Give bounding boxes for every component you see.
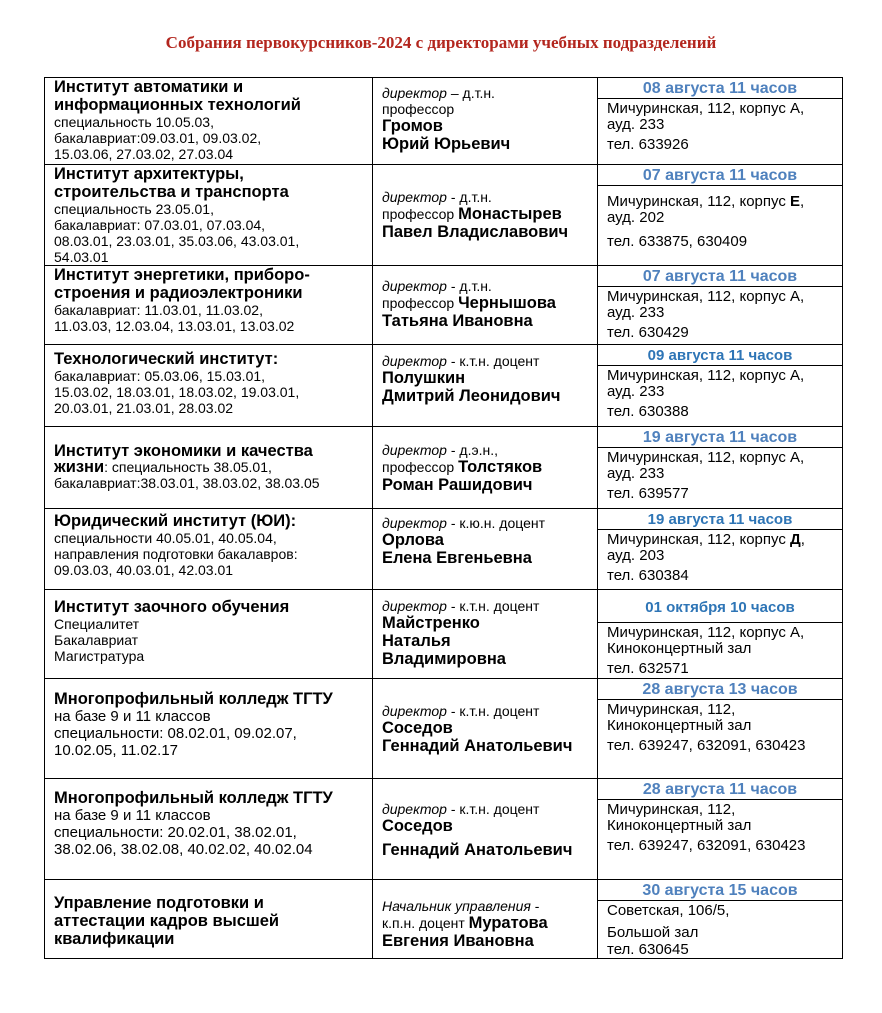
director-degree: - д.т.н.	[446, 189, 492, 205]
meeting-date: 07 августа 11 часов	[598, 165, 842, 186]
institute-detail: бакалавриат: 05.03.06, 15.03.01,	[54, 368, 266, 384]
director-cell	[373, 427, 598, 509]
meeting-address: Мичуринская, 112, корпус А, ауд. 233	[607, 449, 805, 482]
meeting-address: Большой зал	[607, 924, 699, 941]
institute-cell	[45, 779, 373, 880]
table-row	[45, 880, 843, 959]
institute-detail: 10.02.05, 11.02.17	[54, 742, 178, 759]
director-role: директор	[382, 189, 447, 205]
institute-cell	[45, 266, 373, 345]
table-row	[45, 165, 843, 266]
table-row	[45, 345, 843, 427]
director-cell	[373, 880, 598, 959]
meeting-address: Мичуринская, 112, корпус А, Киноконцертный зал	[607, 624, 805, 657]
director-degree: – д.т.н.	[446, 85, 495, 101]
meeting-date: 19 августа 11 часов	[598, 427, 842, 448]
meeting-date: 07 августа 11 часов	[598, 266, 842, 287]
director-degree: - к.т.н. доцент	[446, 801, 540, 817]
meeting-date: 30 августа 15 часов	[598, 880, 842, 901]
meeting-cell	[598, 266, 843, 345]
meeting-date: 01 октября 10 часов	[598, 590, 842, 623]
institute-cell	[45, 880, 373, 959]
institute-name: Многопрофильный колледж ТГТУ	[54, 690, 333, 708]
institute-detail: направления подготовки бакалавров:	[54, 546, 298, 562]
director-name: Громов	[382, 117, 443, 135]
institute-detail: специальности: 08.02.01, 09.02.07,	[54, 725, 297, 742]
director-name: Соседов	[382, 718, 453, 737]
meeting-address	[598, 186, 842, 226]
director-role: директор	[382, 353, 447, 369]
institute-cell	[45, 509, 373, 590]
institute-name: Юридический институт (ЮИ):	[54, 512, 297, 530]
meeting-cell	[598, 345, 843, 427]
meeting-address: Мичуринская, 112, Киноконцертный зал	[607, 801, 752, 834]
director-role: директор	[382, 442, 447, 458]
meeting-phone: тел. 639247, 632091, 630423	[607, 737, 806, 754]
director-name: Полушкин	[382, 369, 466, 387]
meeting-date: 08 августа 11 часов	[598, 78, 842, 99]
director-name: Татьяна Ивановна	[382, 312, 533, 330]
institute-detail: специальность 23.05.01,	[54, 201, 214, 217]
institute-cell	[45, 427, 373, 509]
institute-detail: специальности 40.05.01, 40.05.04,	[54, 530, 277, 546]
institute-detail: 09.03.03, 40.03.01, 42.03.01	[54, 562, 234, 578]
institute-detail: 38.02.06, 38.02.08, 40.02.02, 40.02.04	[54, 841, 313, 858]
director-name: Павел Владиславович	[382, 223, 569, 241]
address-building: Д	[790, 531, 801, 548]
meeting-cell	[598, 427, 843, 509]
meeting-cell	[598, 509, 843, 590]
director-degree: - к.т.н. доцент	[446, 598, 540, 614]
address-text: Мичуринская, 112, корпус	[607, 193, 791, 210]
institute-detail: 15.03.02, 18.03.01, 18.03.02, 19.03.01,	[54, 384, 300, 400]
address-building: Е	[790, 193, 801, 210]
meeting-address: Мичуринская, 112, Киноконцертный зал	[607, 701, 752, 734]
institute-cell	[45, 165, 373, 266]
institute-name: Управление подготовки и аттестации кадров высшей квалификации	[54, 894, 280, 948]
institute-detail: 15.03.06, 27.03.02, 27.03.04	[54, 146, 234, 162]
director-degree: - к.т.н. доцент	[446, 353, 540, 369]
director-cell	[373, 509, 598, 590]
meeting-phone: тел. 630384	[607, 567, 689, 584]
meeting-cell	[598, 679, 843, 779]
institute-cell	[45, 78, 373, 165]
director-cell	[373, 679, 598, 779]
director-degree: - к.т.н. доцент	[446, 702, 540, 719]
table-row	[45, 590, 843, 679]
institute-name: Технологический институт:	[54, 350, 279, 368]
address-text: , ауд. 203	[607, 531, 805, 564]
institute-detail: : специальность 38.05.01,	[104, 459, 272, 475]
meeting-phone: тел. 633875, 630409	[607, 233, 748, 250]
institute-detail: 54.03.01	[54, 249, 109, 265]
director-role: директор	[382, 598, 447, 614]
institute-detail: 08.03.01, 23.03.01, 35.03.06, 43.03.01,	[54, 233, 300, 249]
director-name: Владимировна	[382, 650, 506, 668]
page-title: Собрания первокурсников-2024 с директорами учебных подразделений	[165, 33, 717, 52]
director-name: Толстяков	[458, 458, 543, 476]
table-row	[45, 779, 843, 880]
institute-detail: бакалавриат:38.03.01, 38.03.02, 38.03.05	[54, 475, 320, 491]
director-degree: - к.ю.н. доцент	[446, 515, 546, 531]
director-degree: профессор	[382, 459, 459, 475]
meeting-cell	[598, 880, 843, 959]
meeting-phone: тел. 639577	[607, 485, 689, 502]
director-degree: профессор	[382, 101, 455, 117]
institute-detail: на базе 9 и 11 классов	[54, 708, 211, 725]
institute-name: Институт автоматики и информационных технологий	[54, 78, 301, 114]
director-name: Евгения Ивановна	[382, 932, 534, 950]
director-cell	[373, 165, 598, 266]
director-degree: -	[530, 898, 540, 914]
meeting-address: Мичуринская, 112, корпус А, ауд. 233	[607, 367, 805, 400]
director-cell	[373, 779, 598, 880]
institute-detail: бакалавриат: 07.03.01, 07.03.04,	[54, 217, 266, 233]
institute-detail: Магистратура	[54, 648, 145, 664]
director-role: директор	[382, 801, 447, 817]
director-degree: профессор	[382, 206, 459, 222]
table-row	[45, 509, 843, 590]
institute-cell	[45, 345, 373, 427]
director-role: директор	[382, 515, 447, 531]
institute-detail: бакалавриат: 11.03.01, 11.03.02,	[54, 302, 263, 318]
director-name: Орлова	[382, 531, 444, 549]
institute-name: Институт заочного обучения	[54, 598, 290, 616]
director-name: Елена Евгеньевна	[382, 549, 532, 567]
institute-detail: специальность 10.05.03,	[54, 114, 214, 130]
address-text: , ауд. 202	[607, 193, 805, 226]
director-name: Муратова	[468, 914, 548, 932]
meeting-phone: тел. 630645	[607, 941, 689, 958]
director-name: Геннадий Анатольевич	[382, 841, 573, 859]
institute-cell	[45, 679, 373, 779]
director-cell	[373, 590, 598, 679]
meeting-phone: тел. 639247, 632091, 630423	[607, 837, 806, 854]
director-name: Роман Рашидович	[382, 476, 533, 494]
institute-detail: 20.03.01, 21.03.01, 28.03.02	[54, 400, 234, 416]
institute-name: Институт архитектуры, строительства и транспорта	[54, 165, 289, 201]
meeting-address: Мичуринская, 112, корпус А, ауд. 233	[607, 100, 805, 133]
meeting-cell	[598, 78, 843, 165]
schedule-table	[44, 77, 843, 959]
director-name: Соседов	[382, 817, 453, 835]
director-name: Майстренко	[382, 614, 480, 632]
director-name: Наталья	[382, 632, 451, 650]
director-cell	[373, 266, 598, 345]
table-row	[45, 679, 843, 779]
meeting-date: 28 августа 13 часов	[598, 679, 842, 700]
director-degree: к.п.н. доцент	[382, 915, 469, 931]
meeting-date: 28 августа 11 часов	[598, 779, 842, 800]
table-row	[45, 427, 843, 509]
meeting-address	[598, 530, 842, 564]
director-cell	[373, 78, 598, 165]
director-name: Дмитрий Леонидович	[382, 387, 561, 405]
meeting-cell	[598, 590, 843, 679]
director-role: директор	[382, 278, 447, 294]
institute-cell	[45, 590, 373, 679]
meeting-phone: тел. 630429	[607, 324, 689, 341]
director-name: Геннадий Анатольевич	[382, 736, 573, 755]
institute-detail: специальности: 20.02.01, 38.02.01,	[54, 824, 297, 841]
meeting-date: 19 августа 11 часов	[598, 509, 842, 530]
institute-detail: на базе 9 и 11 классов	[54, 807, 211, 824]
director-name: Чернышова	[458, 294, 556, 312]
institute-name: Институт энергетики, приборо-строения и радиоэлектроники	[54, 266, 310, 302]
director-role: директор	[382, 702, 447, 719]
institute-detail: бакалавриат:09.03.01, 09.03.02,	[54, 130, 262, 146]
meeting-phone: тел. 630388	[607, 403, 689, 420]
institute-name: Многопрофильный колледж ТГТУ	[54, 789, 333, 807]
institute-name: Институт экономики и качества жизни	[54, 442, 313, 476]
director-name: Монастырев	[458, 205, 562, 223]
director-role: Начальник управления	[382, 898, 531, 914]
director-degree: - д.э.н.,	[446, 442, 498, 458]
meeting-phone: тел. 632571	[607, 660, 689, 677]
table-row	[45, 266, 843, 345]
institute-detail: Бакалавриат	[54, 632, 139, 648]
institute-detail: Специалитет	[54, 616, 140, 632]
meeting-address: Мичуринская, 112, корпус А, ауд. 233	[607, 288, 805, 321]
table-row	[45, 78, 843, 165]
meeting-date: 09 августа 11 часов	[598, 345, 842, 366]
director-degree: профессор	[382, 295, 459, 311]
meeting-phone: тел. 633926	[607, 136, 689, 153]
meeting-cell	[598, 165, 843, 266]
address-text: Мичуринская, 112, корпус	[607, 531, 791, 548]
director-name: Юрий Юрьевич	[382, 135, 511, 153]
meeting-cell	[598, 779, 843, 880]
institute-detail: 11.03.03, 12.03.04, 13.03.01, 13.03.02	[54, 318, 295, 334]
director-cell	[373, 345, 598, 427]
director-degree: - д.т.н.	[446, 278, 492, 294]
meeting-address: Советская, 106/5,	[607, 902, 730, 919]
director-role: директор	[382, 85, 447, 101]
